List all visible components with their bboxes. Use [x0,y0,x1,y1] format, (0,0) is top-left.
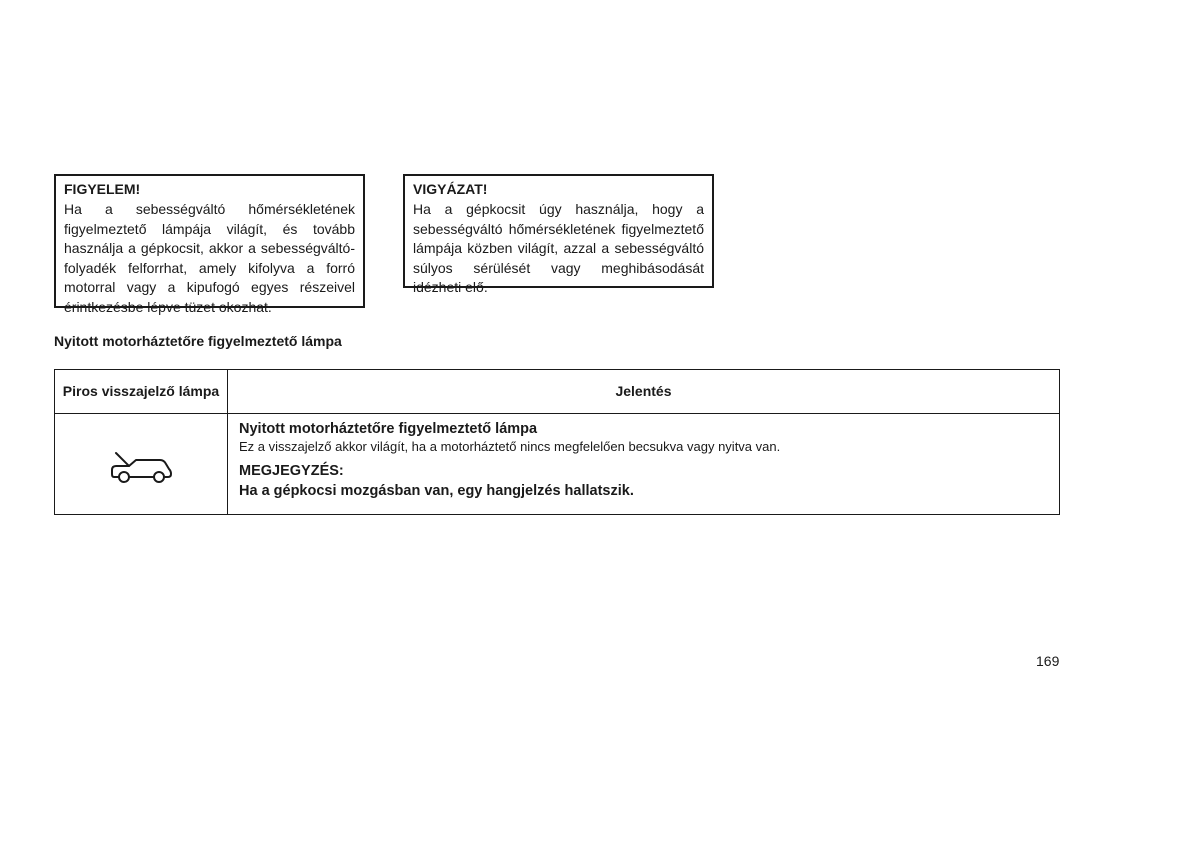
table-header-row [55,370,1060,414]
table-row [55,414,1060,515]
page-number: 169 [1036,653,1060,669]
warning-box [54,174,365,315]
row-title: Nyitott motorháztetőre figyelmeztető lámpa [239,421,538,437]
indicator-table [54,369,1060,515]
lamp-cell [55,414,228,515]
header-lamp: Piros visszajelző lámpa [55,370,228,414]
section-heading: Nyitott motorháztetőre figyelmeztető lámpa [54,333,342,349]
note-label: MEGJEGYZÉS: [239,463,344,479]
row-text: Ez a visszajelző akkor világít, ha a motorháztető nincs megfelelően becsukva vagy nyitva van. [239,439,781,454]
warning-text: Ha a sebességváltó hőmérsékletének figyelmeztető lámpája világít, és tovább használja a gépkocsit, akkor a sebességváltó-folyadék felforrhat, amely kifolyva a forró motorral vagy a kipufogó egyes részeivel érintkezésbe lépve tüzet okozhat. [64,201,355,315]
open-hood-car-icon [109,445,173,488]
warning-title: FIGYELEM! [64,181,141,197]
meaning-cell [228,414,1060,515]
caution-title: VIGYÁZAT! [413,181,488,197]
caution-text: Ha a gépkocsit úgy használja, hogy a sebességváltó hőmérsékletének figyelmeztető lámpája közben világít, azzal a sebességváltó súlyos sérülését vagy meghibásodását idézheti elő. [413,201,704,295]
note-text: Ha a gépkocsi mozgásban van, egy hangjelzés hallatszik. [239,483,634,499]
header-meaning: Jelentés [228,370,1060,414]
caution-box [403,174,714,295]
